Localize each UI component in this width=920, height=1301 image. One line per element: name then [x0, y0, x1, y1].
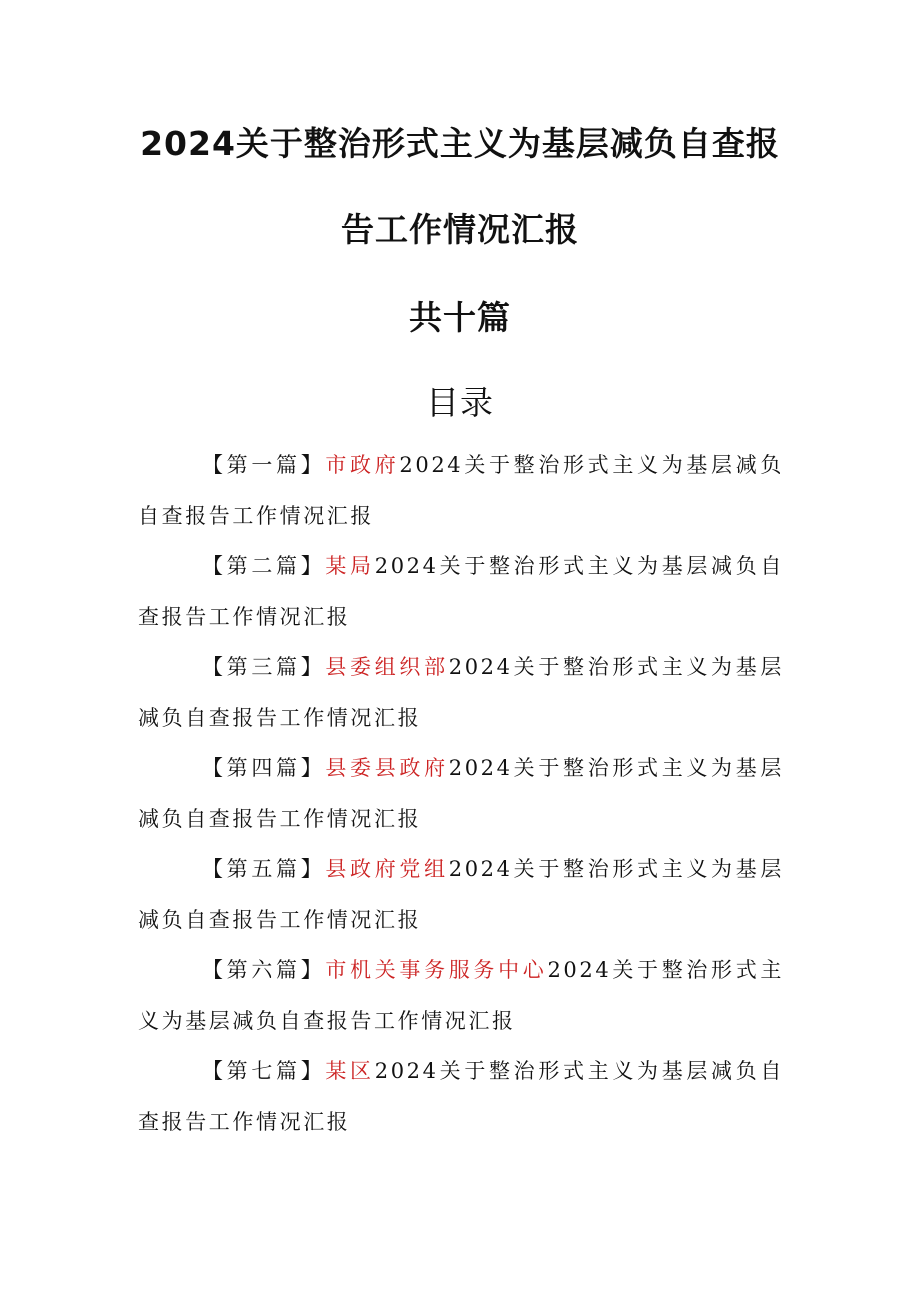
toc-item-label: 【第三篇】	[202, 655, 326, 679]
toc-item-7	[138, 1046, 784, 1147]
toc-item-label: 【第二篇】	[202, 554, 326, 578]
toc-item-organization: 某区	[325, 1059, 375, 1083]
toc-item-2	[138, 541, 784, 642]
toc-item-5	[138, 844, 784, 945]
toc-item-6	[138, 945, 784, 1046]
document-title-line-2: 告工作情况汇报	[341, 210, 579, 249]
document-title-line-1: 2024关于整治形式主义为基层减负自查报	[140, 124, 780, 163]
toc-item-label: 【第四篇】	[202, 756, 326, 780]
toc-item-organization: 某局	[325, 554, 375, 578]
toc-item-title: 2024关于整治形式主义为基层减负自查报告工作情况汇报	[138, 655, 785, 730]
toc-item-organization: 县委组织部	[325, 655, 449, 679]
toc-item-title: 2024关于整治形式主义为基层减负自查报告工作情况汇报	[138, 1059, 785, 1134]
toc-item-organization: 县委县政府	[325, 756, 449, 780]
toc-item-label: 【第一篇】	[202, 453, 326, 477]
toc-item-label: 【第五篇】	[202, 857, 326, 881]
toc-item-organization: 县政府党组	[325, 857, 449, 881]
toc-item-4	[138, 743, 784, 844]
toc-item-1	[138, 440, 784, 541]
toc-item-3	[138, 642, 784, 743]
toc-item-title: 2024关于整治形式主义为基层减负自查报告工作情况汇报	[138, 453, 784, 528]
toc-item-label: 【第六篇】	[202, 958, 326, 982]
toc-item-organization: 市机关事务服务中心	[325, 958, 548, 982]
document-subtitle: 共十篇	[409, 298, 511, 337]
toc-item-title: 2024关于整治形式主义为基层减负自查报告工作情况汇报	[138, 958, 784, 1033]
toc-item-title: 2024关于整治形式主义为基层减负自查报告工作情况汇报	[138, 756, 785, 831]
toc-item-title: 2024关于整治形式主义为基层减负自查报告工作情况汇报	[138, 554, 785, 629]
table-of-contents	[138, 440, 784, 1147]
toc-item-label: 【第七篇】	[202, 1059, 326, 1083]
toc-heading: 目录	[426, 383, 494, 422]
toc-item-title: 2024关于整治形式主义为基层减负自查报告工作情况汇报	[138, 857, 785, 932]
toc-item-organization: 市政府	[325, 453, 400, 477]
